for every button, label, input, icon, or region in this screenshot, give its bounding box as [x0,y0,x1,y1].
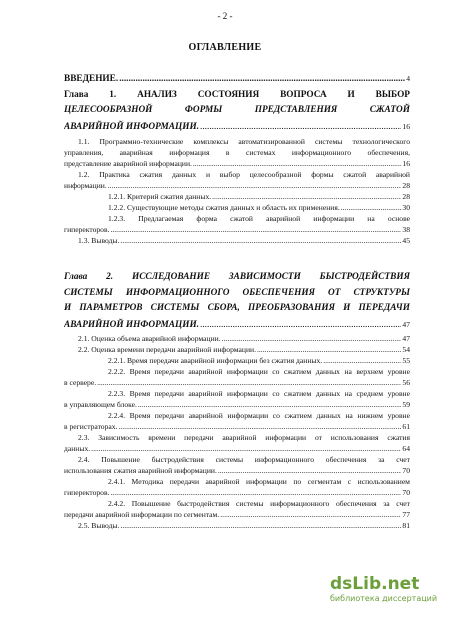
toc-page-number: 81 [402,521,410,530]
toc-entry-label: ВВЕДЕНИЕ. [64,74,119,84]
toc-entry-text: управления, аварийная информация в системах информационного обеспечения, [64,148,410,157]
toc-entry-text: представление аварийной информации. [64,159,192,168]
toc-entry-1-2-1[interactable] [64,191,410,202]
toc-entry-2-4[interactable] [64,454,410,476]
toc-page-number: 28 [402,181,410,190]
chapter-1-title-line-2[interactable]: ЦЕЛЕСООБРАЗНОЙ ФОРМЫ ПРЕДСТАВЛЕНИЯ СЖАТОЙ [64,105,410,115]
leader-dots [200,120,401,136]
toc-entry-1-1[interactable] [64,136,410,169]
toc-entry-2-4-1[interactable] [64,476,410,498]
toc-page-number: 4 [406,74,410,83]
toc-page-number: 47 [402,319,410,329]
page-number: - 2 - [217,11,233,21]
toc-entry-chapter-2[interactable] [64,317,410,334]
leader-dots [119,72,405,88]
toc-entry-2-2[interactable] [64,344,410,355]
toc-entry-text: гиперекторов. [64,488,110,497]
toc-entry-text: 2.4. Повышение быстродействия системы информационного обеспечения за счет [78,455,410,464]
leader-dots [120,235,401,246]
watermark-logo: dsLib.net [330,574,420,594]
toc-entry-text: 1.2. Практика сжатия данных и выбор целесообразной формы сжатой аварийной [78,170,410,179]
toc-entry-1-2-2[interactable] [64,202,410,213]
toc-page-number: 64 [402,444,410,453]
toc-entry-text: 1.1. Программно-технические комплексы автоматизированной системы технологического [78,137,410,146]
leader-dots [91,443,401,454]
toc-entry-text: данных. [64,444,91,453]
toc-entry-2-4-2[interactable] [64,498,410,520]
toc-entry-text: в регистраторах. [64,422,118,431]
toc-page-number: 70 [402,466,410,475]
toc-entry-text: гиперекторов. [64,225,110,234]
leader-dots [218,465,402,476]
toc-page-number: 30 [402,203,410,212]
leader-dots [212,191,401,202]
toc-page-number: 59 [402,400,410,409]
toc-page-number: 70 [402,488,410,497]
leader-dots [108,180,402,191]
toc-entry-2-2-3[interactable] [64,388,410,410]
toc-entry-text: 2.4.1. Методика передачи аварийной информации по сегментам с использованием [108,477,410,486]
leader-dots [118,421,401,432]
toc-entry-text: 2.5. Выводы. [78,521,120,530]
leader-dots [341,202,402,213]
toc-entry-text: 1.2.1. Критерий сжатия данных. [108,192,212,201]
toc-page-number: 16 [402,121,410,131]
toc-entry-2-2-2[interactable] [64,366,410,388]
toc-page-number: 54 [402,345,410,354]
toc-entry-1-2[interactable] [64,169,410,191]
toc-entry-2-2-1[interactable] [64,355,410,366]
chapter-2-title-line-4: АВАРИЙНОЙ ИНФОРМАЦИИ. [64,319,200,330]
toc-entry-text: 2.3. Зависимость времени передачи аварийной информации от использования сжатия [78,433,410,442]
toc-entry-text: 2.2.2. Время передачи аварийной информации со сжатием данных на верхнем уровне [108,367,410,376]
toc-entry-text: 2.2. Оценка времени передачи аварийной информации. [78,345,256,354]
toc-entry-1-2-3[interactable] [64,213,410,235]
toc-entry-text: в управляющем блоке. [64,400,137,409]
toc-page-number: 16 [402,159,410,168]
leader-dots [323,355,401,366]
toc-page-number: 61 [402,422,410,431]
toc-entry-text: в сервере. [64,378,97,387]
toc-entry-2-3[interactable] [64,432,410,454]
toc-chapter-2 [64,270,410,531]
leader-dots [257,344,401,355]
toc-entry-text: использования сжатия аварийной информации. [64,466,217,475]
toc-entry-text: 1.2.3. Предлагаемая форма сжатой аварийной информации на основе [108,214,410,223]
toc-entry-2-2-4[interactable] [64,410,410,432]
toc-page-number: 77 [402,510,410,519]
leader-dots [222,333,402,344]
toc-entry-text: 1.3. Выводы. [78,236,120,245]
toc-page-number: 38 [402,225,410,234]
leader-dots [97,377,401,388]
toc-entry-text: 2.1. Оценка объема аварийной информации. [78,334,221,343]
chapter-2-title-line-1[interactable]: Глава 2. ИССЛЕДОВАНИЕ ЗАВИСИМОСТИ БЫСТРОДЕЙСТВИЯ [64,272,410,282]
toc-entry-text: 2.2.3. Время передачи аварийной информации со сжатием данных на среднем уровне [108,389,410,398]
toc-page-number: 55 [402,356,410,365]
watermark-subtitle: библиотека диссертаций [330,594,438,603]
leader-dots [193,158,402,169]
chapter-2-title-line-2[interactable]: СИСТЕМЫ ИНФОРМАЦИОННОГО ОБЕСПЕЧЕНИЯ ОТ СТРУКТУРЫ [64,287,410,298]
toc-entry-text: информации. [64,181,107,190]
toc-title: ОГЛАВЛЕНИЕ [188,42,262,53]
toc-page-number: 56 [402,378,410,387]
watermark [330,574,450,603]
chapter-1-title-line-3: АВАРИЙНОЙ ИНФОРМАЦИИ. [64,121,200,132]
leader-dots [220,509,401,520]
toc-entry-text: 2.2.4. Время передачи аварийной информации со сжатием данных на нижнем уровне [108,411,410,420]
toc-entry-intro[interactable] [64,71,410,88]
toc-entry-2-1[interactable] [64,333,410,344]
toc-page-number: 45 [402,236,410,245]
leader-dots [110,224,401,235]
toc-page-number: 28 [402,192,410,201]
leader-dots [138,399,402,410]
toc-entry-chapter-1[interactable] [64,119,410,136]
toc-entry-text: 1.2.2. Существующие методы сжатия данных и область их применения. [108,203,340,212]
toc-entry-text: 2.2.1. Время передачи аварийной информации без сжатия данных. [108,356,323,365]
leader-dots [120,520,401,531]
toc-entry-2-5[interactable] [64,520,410,531]
leader-dots [110,487,401,498]
chapter-2-title-line-3[interactable]: И ПАРАМЕТРОВ СИСТЕМЫ СБОРА, ПРЕОБРАЗОВАНИЯ И ПЕРЕДАЧИ [64,303,410,313]
leader-dots [200,318,401,334]
chapter-1-title-line-1[interactable]: Глава 1. АНАЛИЗ СОСТОЯНИЯ ВОПРОСА И ВЫБОР [64,89,410,100]
toc-entry-1-3[interactable] [64,235,410,246]
toc-entry-text: 2.4.2. Повышение быстродействия системы информационного обеспечения за счет [108,499,410,508]
toc-chapter-1 [64,71,410,246]
toc-entry-text: передачи аварийной информации по сегментам. [64,510,220,519]
toc-page-number: 47 [402,334,410,343]
